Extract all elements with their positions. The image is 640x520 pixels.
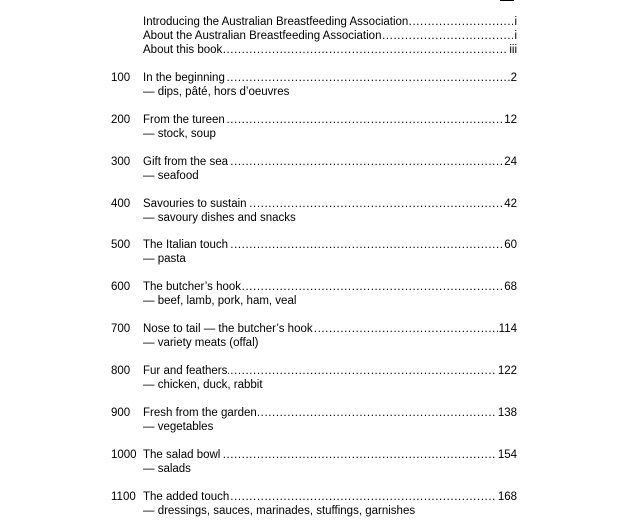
entry-title: Introducing the Australian Breastfeeding Association <box>143 16 409 28</box>
chapter-entry <box>143 113 517 127</box>
chapter-page: 138 <box>497 407 517 419</box>
chapter-entry <box>143 406 517 420</box>
chapter-subtitle: — vegetables <box>143 421 214 433</box>
chapter-number: 200 <box>111 114 131 126</box>
chapter-page: 12 <box>504 114 517 126</box>
page-corner-rule <box>500 0 514 1</box>
chapter-title: Gift from the sea <box>143 156 229 168</box>
chapter-subtitle: — dips, pâté, hors d’oeuvres <box>143 86 290 98</box>
front-matter-entry <box>143 29 517 43</box>
chapter-number: 500 <box>111 239 131 251</box>
chapter-subtitle: — seafood <box>143 170 199 182</box>
chapter-number: 300 <box>111 156 131 168</box>
chapter-entry <box>143 490 517 504</box>
chapter-page: 2 <box>510 72 517 84</box>
chapter-page: 154 <box>497 449 517 461</box>
chapter-page: 24 <box>504 156 517 168</box>
chapter-number: 800 <box>111 365 131 377</box>
chapter-number: 700 <box>111 323 131 335</box>
chapter-title: In the beginning <box>143 72 225 84</box>
chapter-subtitle: — stock, soup <box>143 128 216 140</box>
chapter-subtitle: — dressings, sauces, marinades, stuffings, garnishes <box>143 505 416 517</box>
chapter-subtitle: — savoury dishes and snacks <box>143 212 296 224</box>
chapter-subtitle: — salads <box>143 463 191 475</box>
chapter-title: Fresh from the garden <box>143 407 257 419</box>
chapter-title: The added touch <box>143 491 230 503</box>
chapter-number: 400 <box>111 198 131 210</box>
entry-title: About the Australian Breastfeeding Association <box>143 30 382 42</box>
chapter-number: 600 <box>111 281 131 293</box>
chapter-entry <box>143 364 517 378</box>
chapter-subtitle: — beef, lamb, pork, ham, veal <box>143 295 297 307</box>
chapter-entry <box>143 155 517 169</box>
chapter-title: From the tureen <box>143 114 225 126</box>
front-matter-entry <box>143 15 517 29</box>
chapter-title: The Italian touch <box>143 239 229 251</box>
entry-page: iii <box>509 44 517 56</box>
chapter-subtitle: — variety meats (offal) <box>143 337 259 349</box>
chapter-title: The salad bowl <box>143 449 221 461</box>
chapter-number: 100 <box>111 72 131 84</box>
entry-page: i <box>514 16 517 28</box>
chapter-entry <box>143 322 517 336</box>
entry-page: i <box>514 30 517 42</box>
chapter-number: 900 <box>111 407 131 419</box>
chapter-entry <box>143 238 517 252</box>
chapter-title: Savouries to sustain <box>143 198 247 210</box>
chapter-entry <box>143 197 517 211</box>
chapter-subtitle: — chicken, duck, rabbit <box>143 379 263 391</box>
front-matter-entry <box>143 43 517 57</box>
chapter-entry <box>143 280 517 294</box>
chapter-page: 68 <box>504 281 517 293</box>
chapter-entry <box>143 71 517 85</box>
chapter-page: 114 <box>498 323 517 335</box>
chapter-title: The butcher’s hook <box>143 281 242 293</box>
chapter-title: Fur and feathers <box>143 365 228 377</box>
chapter-subtitle: — pasta <box>143 253 186 265</box>
chapter-page: 42 <box>504 198 517 210</box>
chapter-page: 60 <box>504 239 517 251</box>
chapter-page: 122 <box>497 365 517 377</box>
chapter-number: 1000 <box>111 449 137 461</box>
chapter-entry <box>143 448 517 462</box>
chapter-number: 1100 <box>111 491 136 503</box>
chapter-page: 168 <box>497 491 517 503</box>
chapter-title: Nose to tail — the butcher’s hook <box>143 323 313 335</box>
entry-title: About this book <box>143 44 223 56</box>
